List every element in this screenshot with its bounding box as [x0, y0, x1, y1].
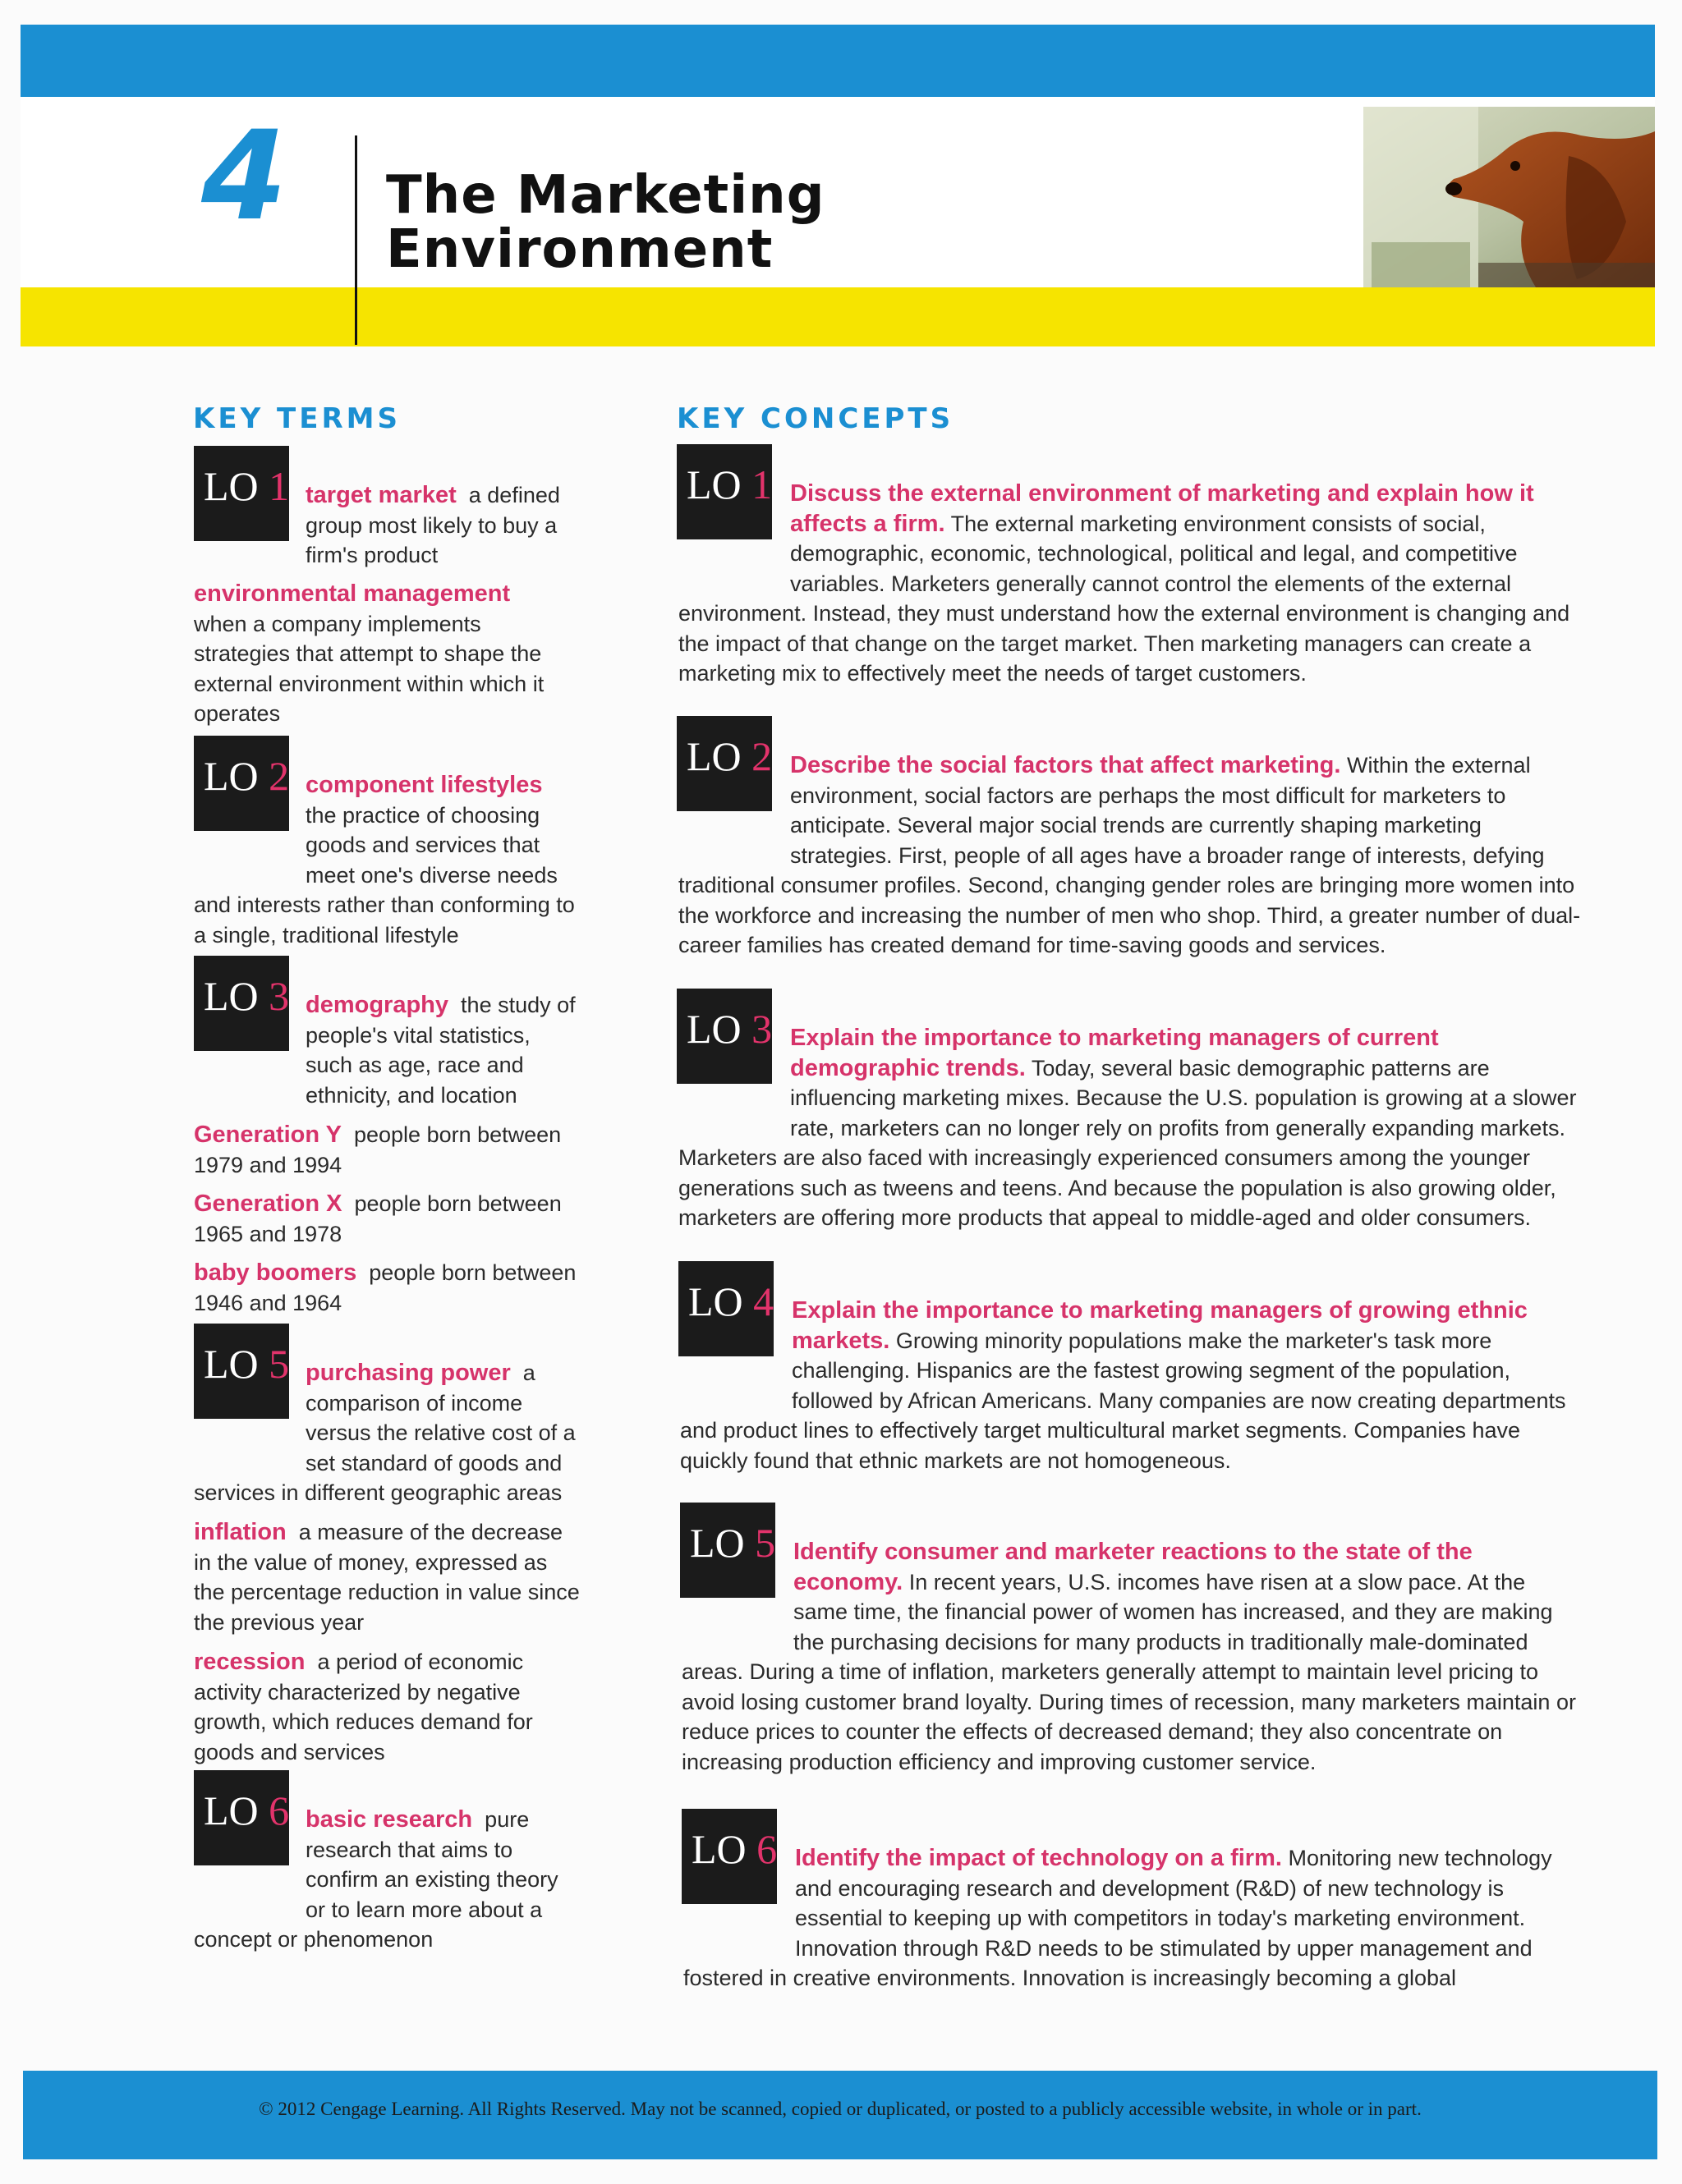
- key-term-entry: [194, 1189, 580, 1249]
- term-label: purchasing power: [306, 1360, 511, 1386]
- term-label: environmental management: [194, 580, 511, 607]
- term-label: demography: [306, 992, 449, 1018]
- term-definition: the practice of choosing goods and services that meet one's diverse needs and interests rather than conforming to a single, traditional lifestyle: [194, 802, 575, 947]
- lo-number: 5: [755, 1520, 776, 1566]
- term-definition: people born between 1946 and 1964: [194, 1260, 577, 1315]
- concept-heading: Discuss the external environment of marketing and explain how it affects a firm.: [790, 480, 1534, 537]
- badge-spacer: [680, 1296, 792, 1393]
- term-label: Generation Y: [194, 1122, 342, 1148]
- key-concept-entry: [682, 1537, 1585, 1777]
- key-term-entry: [194, 770, 580, 950]
- badge-spacer: [194, 480, 306, 577]
- lo-label: LO: [204, 1341, 259, 1387]
- lo-number: 2: [269, 753, 290, 799]
- lo-number: 5: [269, 1341, 290, 1387]
- chapter-title-line-2: Environment: [386, 219, 774, 280]
- badge-spacer: [683, 1843, 795, 1940]
- key-term-entry: [194, 579, 580, 729]
- chapter-number: 4: [201, 105, 287, 248]
- badge-spacer: [682, 1537, 793, 1634]
- concept-body: Within the external environment, social factors are perhaps the most difficult for marketers to anticipate. Several major social trends are currently shaping marketing strategies. First, people of all ages have a broader range of interests, defying traditional consumer profiles. Second, changing gender roles are bringing more women into the workforce and increasing the number of men who shop. Third, a greater number of dual-career families has created demand for time-saving goods and services.: [678, 753, 1581, 957]
- key-term-entry: [194, 1647, 580, 1767]
- key-terms-heading: KEY TERMS: [193, 402, 401, 435]
- lo-label: LO: [690, 1520, 745, 1566]
- header-divider: [355, 135, 357, 345]
- key-term-entry: [194, 1120, 580, 1180]
- key-concept-entry: [678, 479, 1582, 689]
- concept-heading: Identify consumer and marketer reactions to the state of the economy.: [793, 1539, 1473, 1595]
- lo-number: 3: [751, 1006, 773, 1052]
- term-label: recession: [194, 1649, 306, 1675]
- term-definition: a comparison of income versus the relative cost of a set standard of goods and services in different geographic areas: [194, 1360, 576, 1505]
- lo-number: 6: [269, 1787, 290, 1833]
- chapter-title-line-1: The Marketing: [386, 165, 825, 226]
- key-term-entry: [194, 1258, 580, 1318]
- lo-number: 3: [269, 973, 290, 1019]
- badge-spacer: [678, 479, 790, 576]
- badge-spacer: [194, 990, 306, 1087]
- lo-label: LO: [692, 1826, 747, 1872]
- top-blue-bar: [21, 25, 1655, 97]
- concept-body: In recent years, U.S. incomes have risen at a slow pace. At the same time, the financial power of women has increased, and they are making the purchasing decisions for many products in traditionally male-dominated areas. During a time of inflation, marketers generally attempt to maintain level pricing to avoid losing customer brand loyalty. During times of recession, many marketers maintain or reduce prices to counter the effects of decreased demand; they also concentrate on increasing production efficiency and improving customer service.: [682, 1569, 1576, 1774]
- term-definition: a defined group most likely to buy a firm's product: [306, 483, 560, 567]
- concept-heading: Explain the importance to marketing managers of current demographic trends.: [790, 1025, 1439, 1081]
- key-concept-entry: [680, 1296, 1583, 1475]
- badge-spacer: [194, 770, 306, 867]
- term-label: inflation: [194, 1519, 287, 1545]
- key-term-entry: [194, 990, 580, 1110]
- concept-body: Growing minority populations make the marketer's task more challenging. Hispanics are the fastest growing segment of the population, followed by African Americans. Many companies are now creating departments and product lines to effectively target multicultural market segments. Companies have quickly found that ethnic markets are not homogeneous.: [680, 1328, 1566, 1473]
- term-definition: pure research that aims to confirm an existing theory or to learn more about a concept or phenomenon: [194, 1807, 558, 1952]
- term-definition: when a company implements strategies that attempt to shape the external environment within which it operates: [194, 611, 545, 726]
- term-definition: people born between 1965 and 1978: [194, 1191, 562, 1246]
- concept-body: Monitoring new technology and encouraging research and development (R&D) of new technology is essential to keeping up with competitors in today's marketing environment. Innovation through R&D needs to be stimulated by upper management and fostered in creative environments. Innovation is increasingly becoming a global: [683, 1846, 1552, 1990]
- lo-label: LO: [204, 1787, 259, 1833]
- copyright-notice: © 2012 Cengage Learning. All Rights Reserved. May not be scanned, copied or duplicated, or posted to a publicly accessible website, in whole or in part.: [259, 2099, 1422, 2119]
- key-concepts-heading: KEY CONCEPTS: [677, 402, 954, 435]
- badge-spacer: [194, 1805, 306, 1902]
- lo-label: LO: [204, 463, 259, 509]
- lo-label: LO: [204, 753, 259, 799]
- term-definition: people born between 1979 and 1994: [194, 1122, 562, 1177]
- concept-heading: Describe the social factors that affect marketing.: [790, 752, 1341, 778]
- key-term-entry: [194, 1517, 580, 1637]
- lo-label: LO: [687, 733, 742, 779]
- key-term-entry: [194, 1805, 580, 1955]
- concept-body: Today, several basic demographic patterns are influencing marketing mixes. Because the U.S. population is growing at a slower rate, marketers can no longer rely on profits from generally expanding markets. Marketers are also faced with increasingly experienced consumers among the younger generations such as tweens and teens. And because the population is also growing older, marketers are offering more products that appeal to middle-aged and older consumers.: [678, 1055, 1577, 1230]
- concept-heading: Identify the impact of technology on a firm.: [795, 1845, 1282, 1871]
- lo-label: LO: [204, 973, 259, 1019]
- lo-number: 1: [751, 461, 773, 507]
- lo-label: LO: [688, 1278, 743, 1324]
- concept-heading: Explain the importance to marketing managers of growing ethnic markets.: [792, 1297, 1528, 1354]
- term-label: target market: [306, 482, 457, 508]
- lo-number: 2: [751, 733, 773, 779]
- term-label: Generation X: [194, 1191, 342, 1217]
- concept-body: The external marketing environment consists of social, demographic, economic, technological, political and legal, and competitive variables. Marketers generally cannot control the elements of the external environment. Instead, they must understand how the external environment is changing and the impact of that change on the target market. Then marketing managers can create a marketing mix to effectively meet the needs of target customers.: [678, 511, 1570, 686]
- key-concept-entry: [678, 750, 1582, 961]
- key-concept-entry: [678, 1023, 1582, 1233]
- badge-spacer: [678, 750, 790, 847]
- dog-photo-image: [1363, 107, 1655, 287]
- term-definition: a measure of the decrease in the value of money, expressed as the percentage reduction in value since the previous year: [194, 1520, 580, 1635]
- chapter-title: [386, 165, 825, 280]
- lo-label: LO: [687, 1006, 742, 1052]
- key-concept-entry: [683, 1843, 1587, 1994]
- term-definition: a period of economic activity characterized by negative growth, which reduces demand for goods and services: [194, 1649, 533, 1764]
- term-definition: the study of people's vital statistics, such as age, race and ethnicity, and location: [306, 993, 576, 1108]
- key-term-entry: [194, 1358, 580, 1508]
- badge-spacer: [194, 1358, 306, 1455]
- term-label: basic research: [306, 1806, 473, 1833]
- key-term-entry: [194, 480, 580, 577]
- lo-label: LO: [687, 461, 742, 507]
- term-label: baby boomers: [194, 1259, 357, 1286]
- badge-spacer: [678, 1023, 790, 1120]
- lo-number: 1: [269, 463, 290, 509]
- term-label: component lifestyles: [306, 772, 543, 798]
- lo-number: 6: [756, 1826, 778, 1872]
- yellow-bar: [21, 287, 1655, 346]
- lo-number: 4: [753, 1278, 774, 1324]
